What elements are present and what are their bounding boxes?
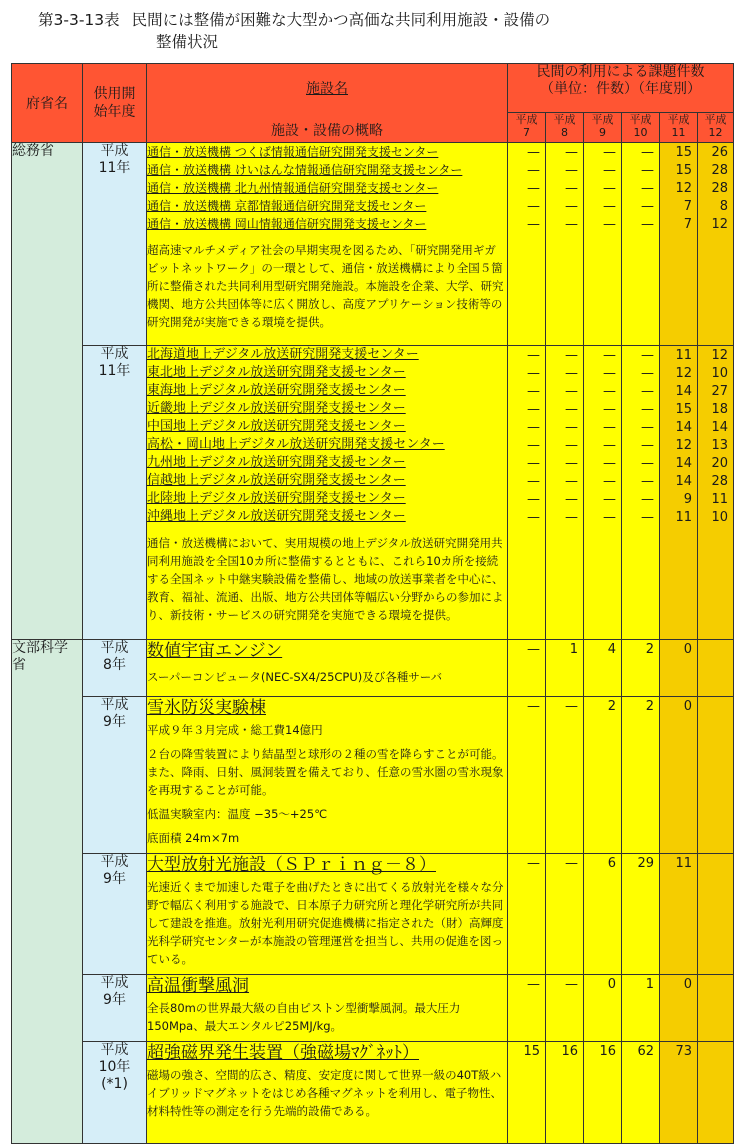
count-h9: 0 xyxy=(584,975,622,1042)
facility-name: 東北地上デジタル放送研究開発支援センター xyxy=(147,365,406,380)
facility-name: 北陸地上デジタル放送研究開発支援センター xyxy=(147,491,406,506)
header-year-h9: 平成9 xyxy=(584,113,622,143)
facility-cell xyxy=(147,143,508,346)
count-h10: 2 xyxy=(622,697,660,854)
count-h9: 2 xyxy=(584,697,622,854)
header-start-year: 供用開始年度 xyxy=(83,64,147,143)
count-h7: — xyxy=(508,640,546,697)
facility-name: 信越地上デジタル放送研究開発支援センター xyxy=(147,473,406,488)
start-year-cell: 平成9年 xyxy=(83,975,147,1042)
facility-description: 通信・放送機構において、実用規模の地上デジタル放送研究開発用共同利用施設を全国10カ所に整備するとともに、これら10カ所を接続する全国ネット中継実験設備を整備し、地域の放送事業者を中心に、教育、福祉、流通、出版、地方公共団体等幅広い分野からの参加により、新技術・サービスの研究開発を実施できる環境を提供。 xyxy=(147,536,504,622)
facility-description: ２台の降雪装置により結晶型と球形の２種の雪を降らすことが可能。また、降雨、日射、風洞装置を備えており、任意の雪氷圏の雪氷現象を再現することが可能。 xyxy=(147,747,504,797)
count-h11: 73 xyxy=(660,1042,698,1144)
facility-cell xyxy=(147,697,508,854)
count-h9: — — — — — — — — — — xyxy=(584,346,622,640)
facility-description: 全長80mの世界最大級の自由ピストン型衝撃風洞。最大圧力150Mpa、最大エンタルピ25MJ/kg。 xyxy=(147,1001,461,1033)
count-h7: 15 xyxy=(508,1042,546,1144)
facility-name: 数値宇宙エンジン xyxy=(147,641,283,661)
facility-description: 低温実験室内：温度 −35〜+25℃ xyxy=(147,807,328,821)
facility-name: 通信・放送機構 京都情報通信研究開発支援センター xyxy=(147,199,427,213)
count-h7: — xyxy=(508,697,546,854)
count-h8: — — — — — xyxy=(546,143,584,346)
count-h9: 16 xyxy=(584,1042,622,1144)
count-h10: 1 xyxy=(622,975,660,1042)
table-row xyxy=(12,697,734,854)
count-h8: — xyxy=(546,975,584,1042)
header-issues-unit: （単位：件数）（年度別） xyxy=(540,81,702,97)
start-year-cell: 平成11年 xyxy=(83,143,147,346)
facility-cell xyxy=(147,640,508,697)
header-ministry: 府省名 xyxy=(12,64,83,143)
start-year-cell: 平成11年 xyxy=(83,346,147,640)
facility-description: 光速近くまで加速した電子を曲げたときに出てくる放射光を様々な分野で幅広く利用する施設で、日本原子力研究所と理化学研究所が共同して建設を推進。放射光利用研究促進機構に指定された（財）高輝度光科学研究センターが本施設の管理運営を担当し、共用の促進を図っている。 xyxy=(147,880,504,966)
count-h7: — — — — — xyxy=(508,143,546,346)
header-issues-title: 民間の利用による課題件数 xyxy=(536,64,705,80)
facility-cell xyxy=(147,346,508,640)
facility-name: 北海道地上デジタル放送研究開発支援センター xyxy=(147,347,419,362)
facility-name: 超強磁界発生装置（強磁場ﾏｸﾞﾈｯﾄ） xyxy=(147,1043,419,1063)
count-h7: — — — — — — — — — — xyxy=(508,346,546,640)
facility-description: スーパーコンピュータ(NEC-SX4/25CPU)及び各種サーバ xyxy=(147,670,443,684)
count-h8: — xyxy=(546,697,584,854)
facility-description: 磁場の強さ、空間的広さ、精度、安定度に関して世界一級の40T級ハイブリッドマグネットをはじめ各種マグネットを利用し、電子物性、材料特性等の測定を行う先端的設備である。 xyxy=(147,1068,503,1118)
count-h8: 1 xyxy=(546,640,584,697)
count-h10: 62 xyxy=(622,1042,660,1144)
table-row xyxy=(12,143,734,346)
count-h11: 11 xyxy=(660,854,698,975)
count-h12 xyxy=(698,854,734,975)
table-row xyxy=(12,640,734,697)
facility-name: 東海地上デジタル放送研究開発支援センター xyxy=(147,383,406,398)
count-h10: — — — — — — — — — — xyxy=(622,346,660,640)
count-h12 xyxy=(698,1042,734,1144)
header-year-h7: 平成7 xyxy=(508,113,546,143)
facility-cell xyxy=(147,975,508,1042)
count-h11: 0 xyxy=(660,640,698,697)
table-row xyxy=(12,975,734,1042)
facility-name: 九州地上デジタル放送研究開発支援センター xyxy=(147,455,406,470)
count-h12: 26 28 28 8 12 xyxy=(698,143,734,346)
count-h8: — — — — — — — — — — xyxy=(546,346,584,640)
facility-name: 大型放射光施設（ＳＰｒｉｎｇ－８） xyxy=(147,855,436,875)
facility-cell xyxy=(147,854,508,975)
count-h11: 0 xyxy=(660,697,698,854)
count-h12: 12 10 27 18 14 13 20 28 11 10 xyxy=(698,346,734,640)
title-line-2: 整備状況 xyxy=(156,33,219,51)
count-h9: — — — — — xyxy=(584,143,622,346)
header-facility xyxy=(147,64,508,143)
count-h7: — xyxy=(508,975,546,1042)
start-year-cell: 平成9年 xyxy=(83,854,147,975)
start-year-cell: 平成8年 xyxy=(83,640,147,697)
header-year-h12: 平成12 xyxy=(698,113,734,143)
ministry-cell: 文部科学省 xyxy=(12,640,83,1144)
table-row xyxy=(12,1042,734,1144)
count-h11: 11 12 14 15 14 12 14 14 9 11 xyxy=(660,346,698,640)
table-row xyxy=(12,854,734,975)
title-line-1: 民間には整備が困難な大型かつ高価な共同利用施設・設備の xyxy=(131,11,551,29)
header-issues xyxy=(508,64,734,113)
count-h12 xyxy=(698,640,734,697)
document-title xyxy=(38,9,728,53)
start-year-cell: 平成10年(*1) xyxy=(83,1042,147,1144)
facility-name: 沖縄地上デジタル放送研究開発支援センター xyxy=(147,509,406,524)
facility-name: 通信・放送機構 つくば情報通信研究開発支援センター xyxy=(147,145,439,159)
count-h7: — xyxy=(508,854,546,975)
count-h12 xyxy=(698,975,734,1042)
table-number: 第3-3-13表 xyxy=(38,11,120,29)
facility-name: 高温衝撃風洞 xyxy=(147,976,249,996)
facility-name: 雪氷防災実験棟 xyxy=(147,698,266,718)
header-facility-name: 施設名 xyxy=(306,81,348,97)
count-h12 xyxy=(698,697,734,854)
count-h10: 29 xyxy=(622,854,660,975)
facility-name: 通信・放送機構 岡山情報通信研究開発支援センター xyxy=(147,217,427,231)
ministry-cell: 総務省 xyxy=(12,143,83,640)
count-h8: — xyxy=(546,854,584,975)
count-h8: 16 xyxy=(546,1042,584,1144)
facility-description: 底面積 24m×7m xyxy=(147,831,240,845)
count-h11: 15 15 12 7 7 xyxy=(660,143,698,346)
facility-name: 中国地上デジタル放送研究開発支援センター xyxy=(147,419,406,434)
start-year-cell: 平成9年 xyxy=(83,697,147,854)
facility-name: 通信・放送機構 北九州情報通信研究開発支援センター xyxy=(147,181,439,195)
facility-cell xyxy=(147,1042,508,1144)
header-facility-overview: 施設・設備の概略 xyxy=(271,123,383,139)
count-h10: 2 xyxy=(622,640,660,697)
facility-name: 近畿地上デジタル放送研究開発支援センター xyxy=(147,401,406,416)
count-h11: 0 xyxy=(660,975,698,1042)
header-year-h8: 平成8 xyxy=(546,113,584,143)
count-h9: 4 xyxy=(584,640,622,697)
facility-table xyxy=(11,63,734,1144)
facility-name: 高松・岡山地上デジタル放送研究開発支援センター xyxy=(147,437,445,452)
table-row xyxy=(12,346,734,640)
header-year-h10: 平成10 xyxy=(622,113,660,143)
facility-description: 超高速マルチメディア社会の早期実現を図るため、「研究開発用ギガビットネットワーク」の一環として、通信・放送機構により全国５箇所に整備された共同利用型研究開発施設。本施設を企業、大学、研究機関、地方公共団体等に広く開放し、高度アプリケーション技術等の研究開発が実施できる環境を提供。 xyxy=(147,243,504,329)
count-h10: — — — — — xyxy=(622,143,660,346)
header-year-h11: 平成11 xyxy=(660,113,698,143)
count-h9: 6 xyxy=(584,854,622,975)
facility-name: 通信・放送機構 けいはんな情報通信研究開発支援センター xyxy=(147,163,463,177)
facility-description: 平成９年３月完成・総工費14億円 xyxy=(147,723,323,737)
